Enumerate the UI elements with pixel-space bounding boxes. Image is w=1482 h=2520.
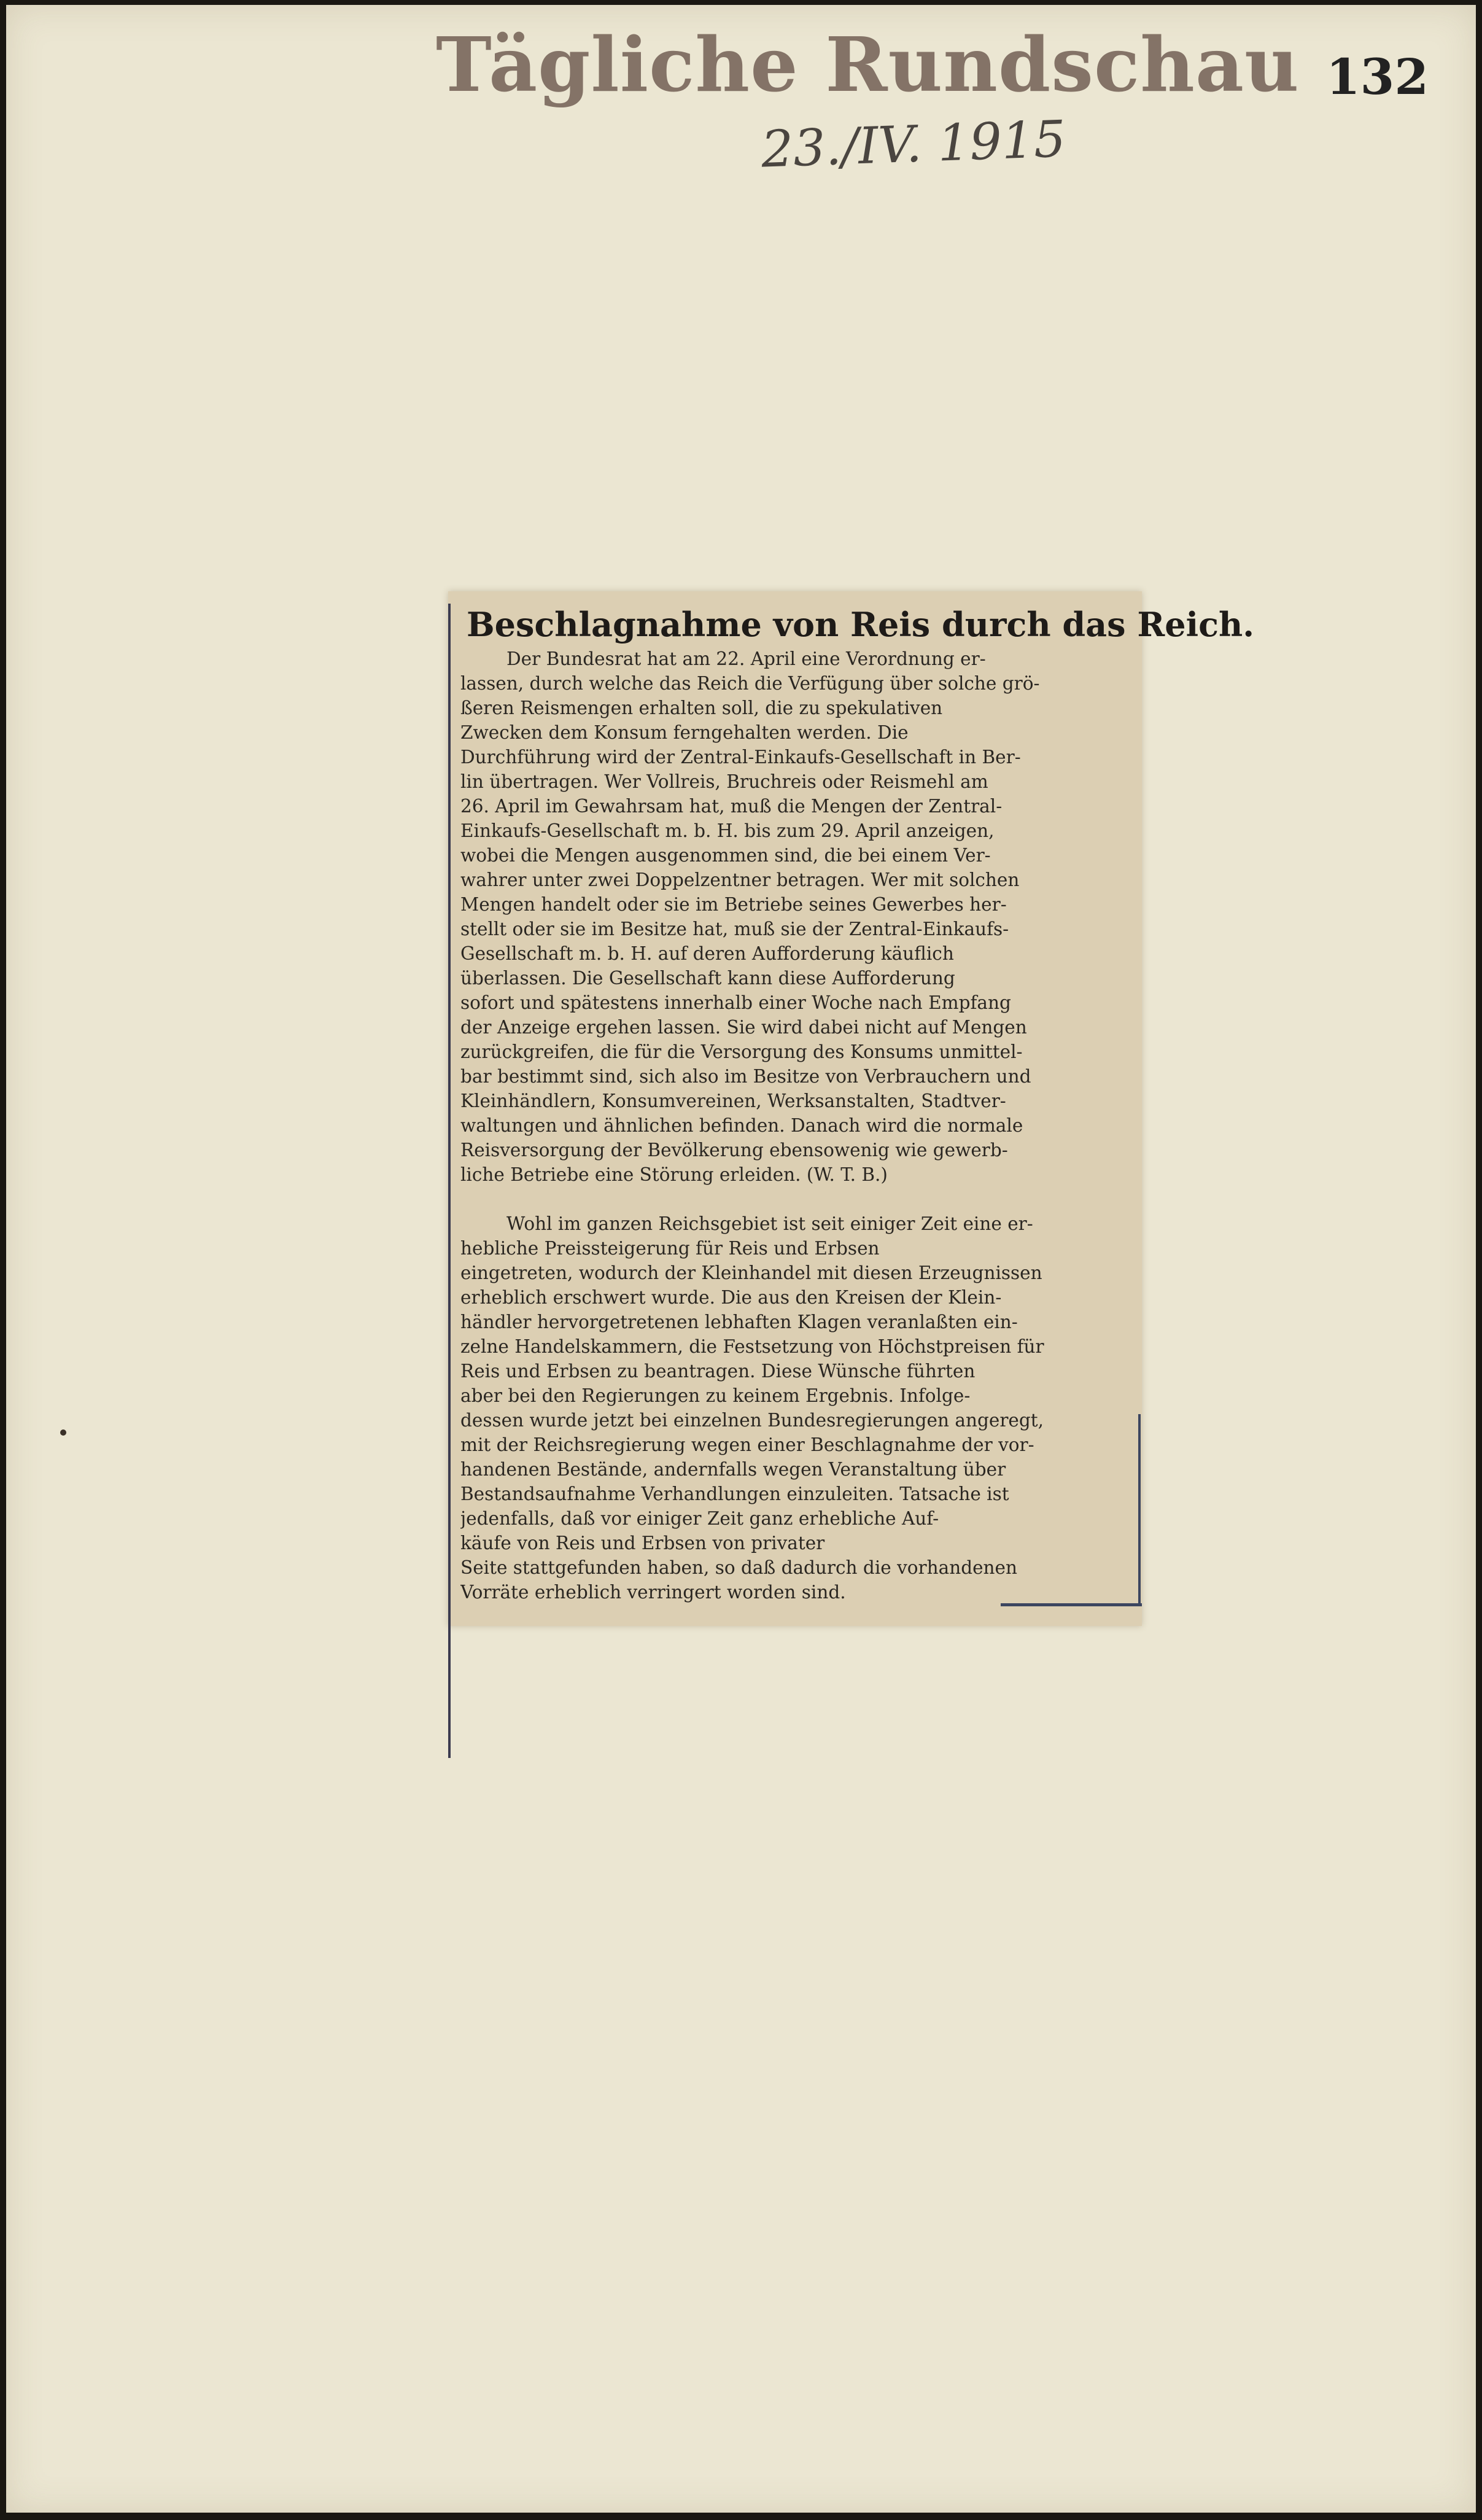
article-paragraph-2 — [460, 1211, 1130, 1604]
paragraph-line: zelne Handelskammern, die Festsetzung von Höchstpreisen für — [460, 1336, 1044, 1357]
paragraph-line: der Anzeige ergehen lassen. Sie wird dabei nicht auf Mengen — [460, 1017, 1027, 1038]
paragraph-line: Wohl im ganzen Reichsgebiet ist seit einiger Zeit eine er- — [506, 1213, 1033, 1234]
paragraph-line: Durchführung wird der Zentral-Einkaufs-Gesellschaft in Ber- — [460, 747, 1021, 768]
paragraph-line: Kleinhändlern, Konsumvereinen, Werksanstalten, Stadtver- — [460, 1091, 1006, 1111]
paragraph-line: Seite stattgefunden haben, so daß dadurch die vorhandenen — [460, 1557, 1017, 1578]
clipping-end-rule — [1001, 1603, 1142, 1606]
paragraph-line: Einkaufs-Gesellschaft m. b. H. bis zum 29. April anzeigen, — [460, 820, 995, 841]
clipping-edge-rule — [1138, 1414, 1141, 1606]
paragraph-line: liche Betriebe eine Störung erleiden. (W. T. B.) — [460, 1164, 888, 1185]
paragraph-line: Zwecken dem Konsum ferngehalten werden. Die — [460, 722, 909, 743]
paragraph-line: sofort und spätestens innerhalb einer Woche nach Empfang — [460, 992, 1011, 1013]
newspaper-name-stamp: Tägliche Rundschau — [436, 20, 1300, 109]
paragraph-line: 26. April im Gewahrsam hat, muß die Mengen der Zentral- — [460, 796, 1003, 817]
paragraph-line: Mengen handelt oder sie im Betriebe seines Gewerbes her- — [460, 894, 1007, 915]
paragraph-line: lassen, durch welche das Reich die Verfügung über solche grö- — [460, 673, 1040, 694]
paragraph-line: mit der Reichsregierung wegen einer Beschlagnahme der vor- — [460, 1434, 1034, 1455]
paragraph-line: stellt oder sie im Besitze hat, muß sie der Zentral-Einkaufs- — [460, 919, 1009, 939]
paragraph-line: Gesellschaft m. b. H. auf deren Aufforderung käuflich — [460, 943, 954, 964]
paragraph-line: Reis und Erbsen zu beantragen. Diese Wünsche führten — [460, 1361, 976, 1382]
handwritten-date: 23./IV. 1915 — [760, 110, 1067, 179]
paragraph-line: hebliche Preissteigerung für Reis und Erbsen — [460, 1238, 880, 1259]
paragraph-line: Der Bundesrat hat am 22. April eine Verordnung er- — [506, 648, 986, 669]
article-paragraph-1 — [460, 647, 1123, 1193]
paragraph-line: käufe von Reis und Erbsen von privater — [460, 1533, 825, 1554]
paragraph-line: dessen wurde jetzt bei einzelnen Bundesregierungen angeregt, — [460, 1410, 1044, 1431]
paragraph-line: wobei die Mengen ausgenommen sind, die bei einem Ver- — [460, 845, 991, 866]
article-headline: Beschlagnahme von Reis durch das Reich. — [467, 605, 1255, 644]
paragraph-line: Reisversorgung der Bevölkerung ebensowenig wie gewerb- — [460, 1140, 1008, 1161]
paragraph-line: jedenfalls, daß vor einiger Zeit ganz erhebliche Auf- — [460, 1508, 939, 1529]
paragraph-line: Vorräte erheblich verringert worden sind. — [460, 1582, 846, 1603]
paragraph-line: lin übertragen. Wer Vollreis, Bruchreis oder Reismehl am — [460, 771, 988, 792]
paragraph-line: ßeren Reismengen erhalten soll, die zu spekulativen — [460, 698, 943, 718]
paragraph-line: waltungen und ähnlichen befinden. Danach wird die normale — [460, 1115, 1023, 1136]
paragraph-line: eingetreten, wodurch der Kleinhandel mit diesen Erzeugnissen — [460, 1262, 1042, 1283]
newspaper-clipping — [448, 591, 1255, 1626]
archive-page — [6, 5, 1476, 2513]
paragraph-line: Bestandsaufnahme Verhandlungen einzuleiten. Tatsache ist — [460, 1484, 1009, 1504]
paragraph-line: aber bei den Regierungen zu keinem Ergebnis. Infolge- — [460, 1385, 971, 1406]
page-number: 132 — [1326, 48, 1429, 106]
paragraph-line: händler hervorgetretenen lebhaften Klagen veranlaßten ein- — [460, 1312, 1018, 1332]
paragraph-line: bar bestimmt sind, sich also im Besitze von Verbrauchern und — [460, 1066, 1031, 1087]
paragraph-line: zurückgreifen, die für die Versorgung des Konsums unmittel- — [460, 1041, 1023, 1062]
paragraph-line: handenen Bestände, andernfalls wegen Veranstaltung über — [460, 1459, 1006, 1480]
paragraph-line: überlassen. Die Gesellschaft kann diese Aufforderung — [460, 968, 955, 989]
ink-spot — [60, 1429, 66, 1436]
paragraph-line: erheblich erschwert wurde. Die aus den Kreisen der Klein- — [460, 1287, 1002, 1308]
paragraph-line: wahrer unter zwei Doppelzentner betragen. Wer mit solchen — [460, 869, 1020, 890]
